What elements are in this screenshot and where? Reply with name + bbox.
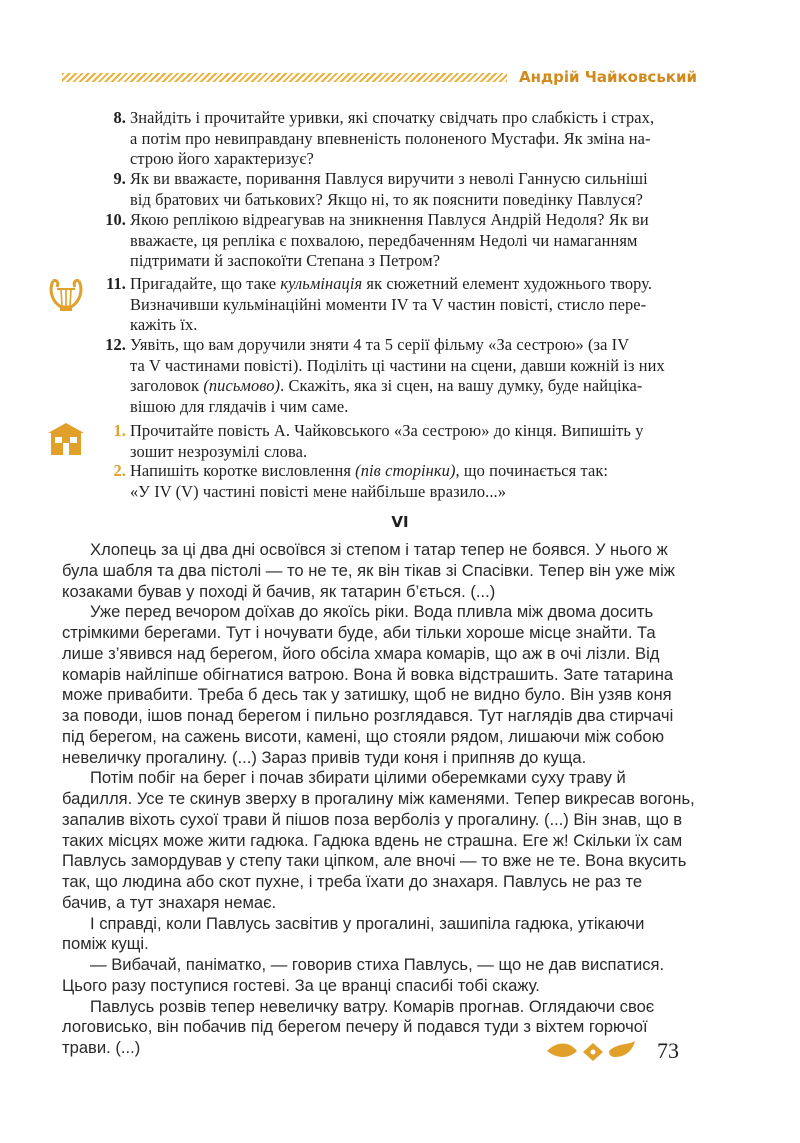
term-emphasis: (письмово) xyxy=(203,376,281,395)
page-number: 73 xyxy=(657,1038,679,1063)
prose-line: так, що людина або скот пухне, і треба їхати до знахаря. Павлусь не раз те xyxy=(62,872,643,891)
prose-line: комарів найліпше обігнатися ватрою. Вона й вовка відстрашить. Зате татарина xyxy=(62,664,674,684)
homework-line: Прочитайте повість А. Чайковського «За сестрою» до кінця. Випишіть у xyxy=(130,421,644,440)
prose-line: була шабля та два пістолі — то не те, як він тікав зі Спасівки. Тепер він уже між xyxy=(62,560,675,580)
lyre-icon xyxy=(47,275,85,313)
question-line: строю його характеризує? xyxy=(130,149,314,168)
prose-line: може привабити. Треба б десь так у затишку, щоб не видно було. Він узяв коня xyxy=(62,685,672,705)
question-line: Як ви вважаєте, поривання Павлуся виручити з неволі Ганнусю сильніші xyxy=(130,169,648,188)
prose-line: логовисько, він побачив під берегом печеру й подався туди з віхтем горючої xyxy=(62,1017,648,1037)
question-line xyxy=(130,274,728,295)
question-line: Якою реплікою відреагував на зникнення Павлуся Андрій Недоля? Як ви xyxy=(130,210,649,229)
header-stripe xyxy=(62,73,507,82)
prose-line: Хлопець за ці два дні освоївся зі степом і татар тепер не боявся. У нього ж xyxy=(90,540,668,559)
question-line: вважаєте, ця репліка є похвалою, передбаченням Недолі чи намаганням xyxy=(130,230,638,250)
question-line: від братових чи батькових? Якщо ні, то як пояснити поведінку Павлуся? xyxy=(130,189,643,209)
prose-line: таких місцях може жити гадюка. Гадюка вдень не страшна. Еге ж! Скільки їх сам xyxy=(62,830,683,850)
homework-number: 1. xyxy=(113,421,126,440)
question-line: а потім про невиправдану впевненість полоненого Мустафи. Як зміна на- xyxy=(130,128,651,148)
text-run: , що починається так: xyxy=(455,461,609,480)
prose-line: бачив, а тут знахаря немає. xyxy=(62,892,277,912)
text-run: Пригадайте, що таке xyxy=(130,274,281,293)
homework-number: 2. xyxy=(113,461,126,480)
prose-line: лише з’явився над берегом, його обсіла хмара комарів, що аж в очі лізли. Від xyxy=(62,643,660,663)
text-run: Напишіть коротке висловлення xyxy=(130,461,356,480)
question-line: Знайдіть і прочитайте уривки, які спочатку свідчать про слабкість і страх, xyxy=(130,108,655,127)
prose-line: — Вибачай, паніматко, — говорив стиха Павлусь, — що не дав виспатися. xyxy=(90,955,665,974)
question-number: 9. xyxy=(113,169,126,188)
term-emphasis: (пів сторінки) xyxy=(355,461,456,480)
question-number: 12. xyxy=(105,335,126,354)
term-emphasis: кульмінація xyxy=(280,274,363,293)
question-line xyxy=(130,376,728,397)
question-line: вішою для глядачів і чим саме. xyxy=(130,396,349,416)
prose-line: бадилля. Усе те скинув зверху в прогалину між каменями. Тепер викресав вогонь, xyxy=(62,789,695,808)
ornament-icon xyxy=(545,1037,645,1067)
prose-text xyxy=(62,540,695,1059)
prose-line: невеличку прогалину. (...) Зараз привів туди коня і припняв до куща. xyxy=(62,747,587,767)
prose-line: Цього разу поступися гостеві. За це вранці спасибі тобі скажу. xyxy=(62,975,540,995)
prose-line: козаками бував у поході й бачив, як татарин б’ється. (...) xyxy=(62,581,496,601)
homework-line: зошит незрозумілі слова. xyxy=(130,441,308,461)
prose-line: поміж кущі. xyxy=(62,934,149,954)
question-line: Визначивши кульмінаційні моменти IV та V частин повісті, стисло пере- xyxy=(130,294,647,314)
question-line: підтримати й заспокоїти Степана з Петром? xyxy=(130,251,441,270)
prose-line: під берегом, на сажень висоти, камені, що стояли рядом, лишаючи між собою xyxy=(62,726,665,746)
prose-line: Павлусь замордував у степу таки ціпком, але вночі — то вже не те. Вона вкусить xyxy=(62,851,687,871)
question-line: Уявіть, що вам доручили зняти 4 та 5 серії фільму «За сестрою» (за IV xyxy=(130,335,630,354)
prose-line: І справді, коли Павлусь засвітив у прогалині, зашипіла гадюка, утікаючи xyxy=(90,913,645,933)
prose-line: Уже перед вечором доїхав до якоїсь ріки. Вода пливла між двома досить xyxy=(90,602,654,622)
text-run: . Скажіть, яка зі сцен, на вашу думку, буде найціка- xyxy=(280,376,643,395)
question-line: кажіть їх. xyxy=(130,315,198,334)
question-number: 10. xyxy=(105,210,126,229)
text-run: як сюжетний елемент художнього твору. xyxy=(362,274,653,293)
text-run: заголовок xyxy=(130,376,204,395)
prose-line: запалив віхоть сухої трави й пішов поза верболіз у прогалину. (...) Він знав, що в xyxy=(62,809,683,829)
prose-line: Павлусь розвів тепер невеличку ватру. Комарів прогнав. Оглядаючи своє xyxy=(90,996,655,1016)
house-icon xyxy=(46,421,86,457)
prose-line: за поводи, ішов понад берегом і пильно розглядався. Тут наглядів два стирчачі xyxy=(62,706,674,725)
prose-line: трави. (...) xyxy=(62,1038,141,1057)
homework-line: «У IV (V) частині повісті мене найбільше вразило...» xyxy=(130,481,507,501)
prose-line: стрімкими берегами. Тут і ночувати буде, аби тільки хороше місце знайти. Та xyxy=(62,623,656,642)
homework-line xyxy=(130,461,728,482)
question-number: 11. xyxy=(106,274,126,293)
question-line: та V частинами повісті). Поділіть ці частини на сцени, давши кожній із них xyxy=(130,355,665,375)
prose-line: Потім побіг на берег і почав збирати цілими оберемками суху траву й xyxy=(90,768,626,788)
chapter-heading: VI xyxy=(391,513,409,531)
question-number: 8. xyxy=(113,108,126,127)
running-header-author: Андрій Чайковський xyxy=(519,68,698,86)
